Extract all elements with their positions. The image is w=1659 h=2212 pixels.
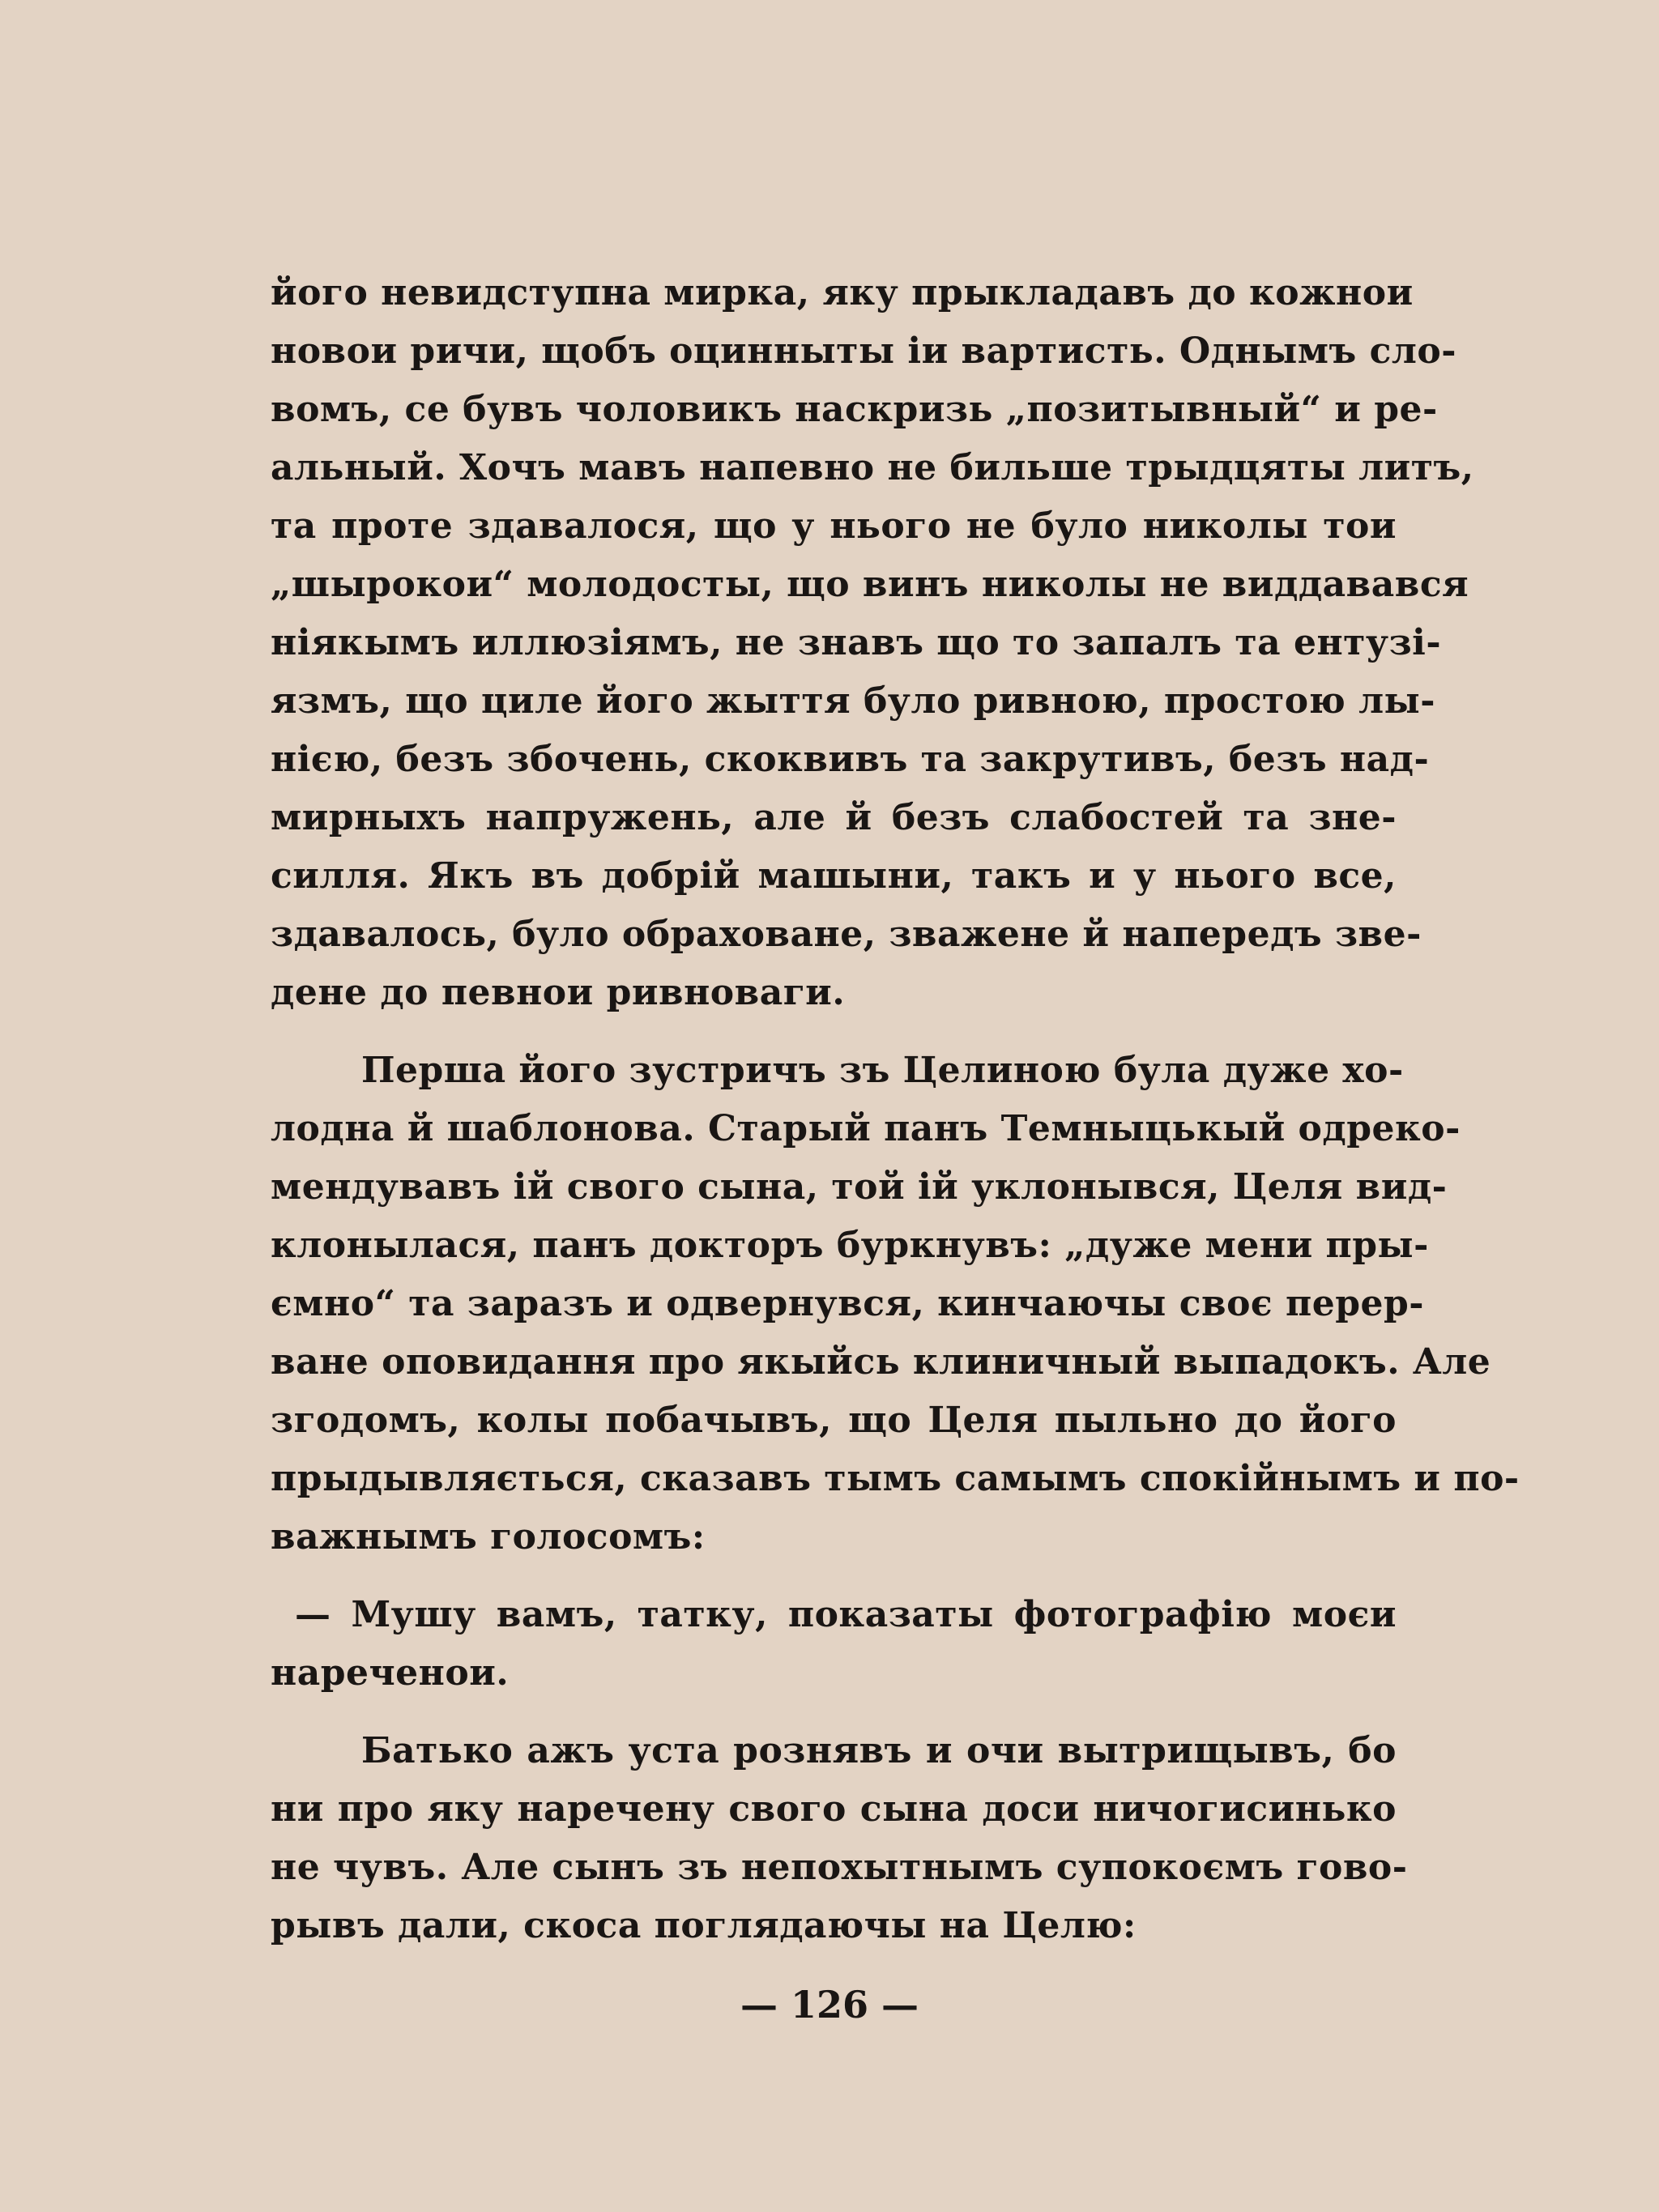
text-line: мирныхъ напружень, але й безъ слабостей та зне- <box>271 797 1397 838</box>
text-line: Батько ажъ уста рознявъ и очи вытрищывъ, бо <box>361 1730 1397 1771</box>
text-line: вомъ, се бувъ чоловикъ наскризь „позитывный“ и ре- <box>271 389 1438 430</box>
text-line: важнымъ голосомъ: <box>271 1516 706 1558</box>
text-line: прыдывляється, сказавъ тымъ самымъ спокійнымъ и по- <box>271 1458 1520 1499</box>
text-line: Перша його зустричъ зъ Целиною була дуже хо- <box>361 1050 1404 1091</box>
text-line: нареченои. <box>271 1652 510 1694</box>
text-line: клонылася, панъ докторъ буркнувъ: „дуже мени пры- <box>271 1225 1429 1266</box>
text-line: нією, безъ збочень, скоквивъ та закрутивъ, безъ над- <box>271 739 1430 780</box>
text-line: силля. Якъ въ добрій машыни, такъ и у нього все, <box>271 855 1397 897</box>
text-line: ни про яку наречену свого сына доси ничогисинько <box>271 1788 1397 1830</box>
text-line: лодна й шаблонова. Старый панъ Темныцькый одреко- <box>271 1108 1461 1149</box>
text-line: дене до певнои ривноваги. <box>271 972 846 1013</box>
paragraph-3-dialogue <box>271 1586 1397 1703</box>
paragraph-4 <box>271 1722 1408 1955</box>
text-line: язмъ, що циле його жыття було ривною, простою лы- <box>271 680 1435 722</box>
text-line: ємно“ та заразъ и одвернувся, кинчаючы своє перер- <box>271 1283 1425 1324</box>
text-line: ніякымъ иллюзіямъ, не знавъ що то запалъ та ентузі- <box>271 622 1442 663</box>
text-line: його невидступна мирка, яку прыкладавъ до кожнои <box>271 272 1414 313</box>
paragraph-2 <box>271 1042 1520 1566</box>
text-line: — Мушу вамъ, татку, показаты фотографію моєи <box>295 1594 1397 1635</box>
text-line: ване оповидання про якыйсь клиничный выпадокъ. Але <box>271 1341 1491 1383</box>
page-text <box>271 264 1520 1955</box>
page-number: — 126 — <box>740 1983 919 2027</box>
text-line: рывъ дали, скоса поглядаючы на Целю: <box>271 1905 1137 1946</box>
text-line: альный. Хочъ мавъ напевно не бильше трыдцяты литъ, <box>271 447 1474 488</box>
text-line: здавалось, було обраховане, зважене й напередъ зве- <box>271 914 1422 955</box>
text-line: та проте здавалося, що у нього не було николы тои <box>271 505 1397 547</box>
text-line: мендувавъ ій свого сына, той ій уклонывся, Целя вид- <box>271 1166 1448 1208</box>
paragraph-1 <box>271 264 1474 1022</box>
text-line: згодомъ, колы побачывъ, що Целя пыльно до його <box>271 1400 1397 1441</box>
text-line: „шырокои“ молодосты, що винъ николы не виддавався <box>271 564 1469 605</box>
text-line: не чувъ. Але сынъ зъ непохытнымъ супокоємъ гово- <box>271 1847 1408 1888</box>
text-line: новои ричи, щобъ оцинныты іи вартисть. Однымъ сло- <box>271 330 1457 372</box>
